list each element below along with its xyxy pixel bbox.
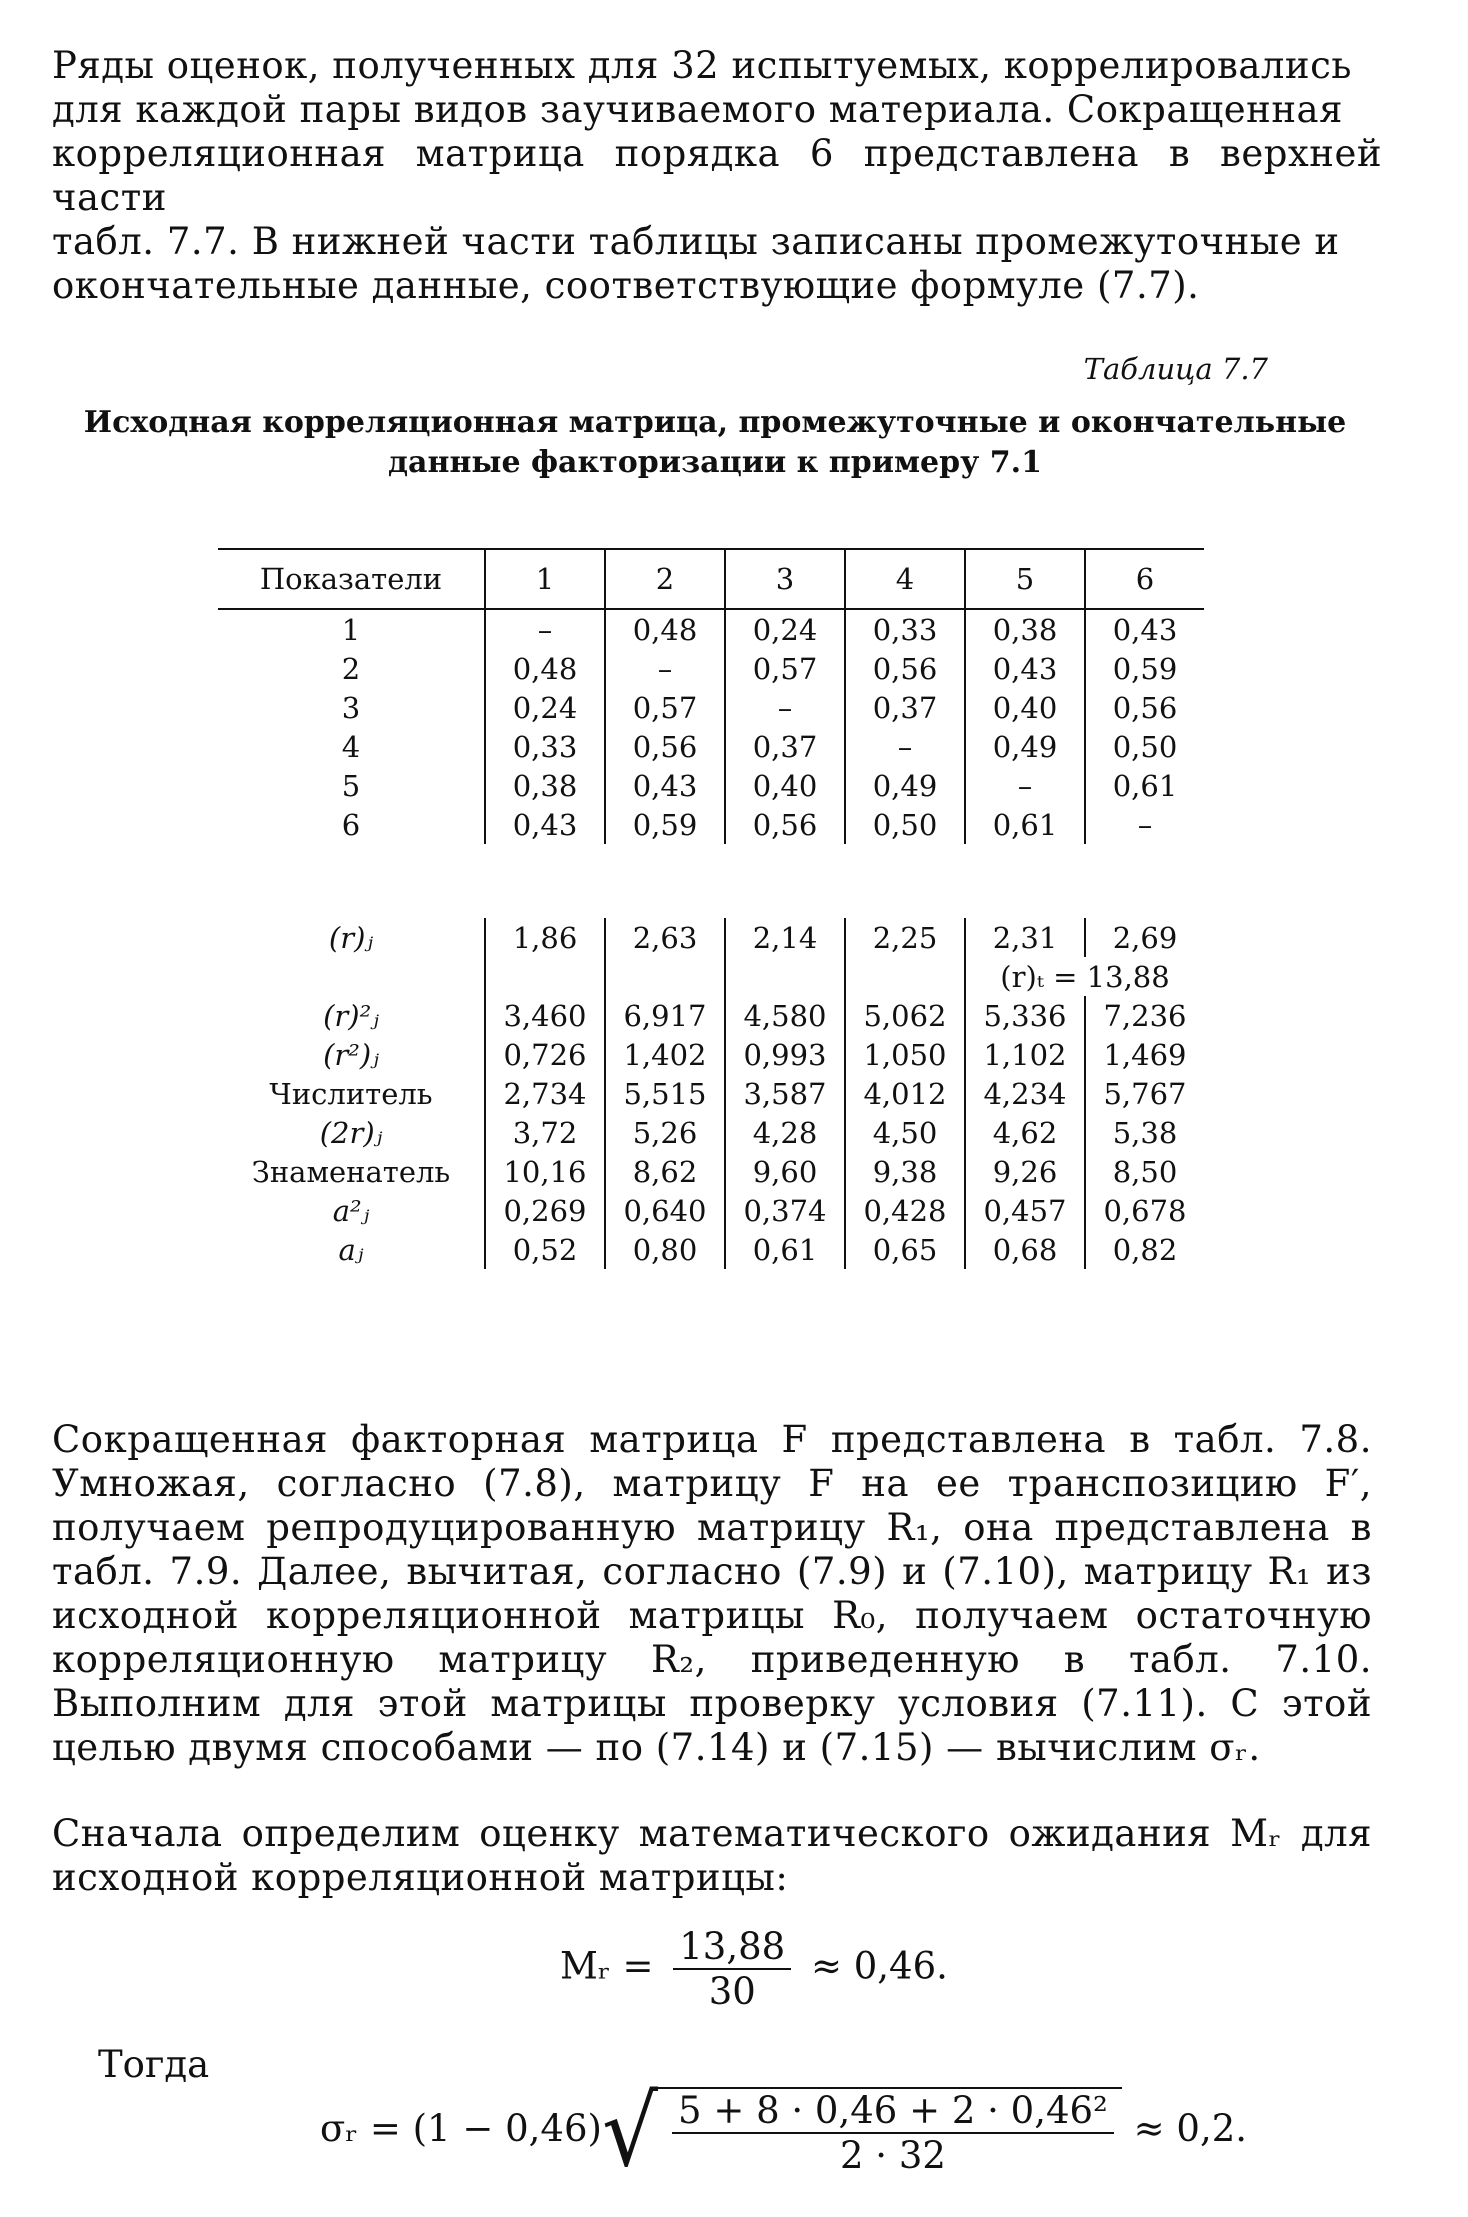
table-row	[218, 688, 1204, 727]
table-cell: 0,82	[1085, 1230, 1204, 1269]
table-cell: 2,25	[845, 918, 965, 957]
table-cell: 3,587	[725, 1074, 845, 1113]
sqrt-body	[658, 2087, 1122, 2177]
table-cell: 4,50	[845, 1113, 965, 1152]
table-cell: 0,43	[1085, 609, 1204, 649]
table-cell: 0,52	[485, 1230, 605, 1269]
table-cell: 0,37	[845, 688, 965, 727]
table-cell: –	[725, 688, 845, 727]
row-label: 3	[341, 690, 361, 725]
table-cell: 0,59	[1085, 649, 1204, 688]
table-cell: 2,63	[605, 918, 725, 957]
table-cell: 0,33	[845, 609, 965, 649]
column-header: 3	[725, 549, 845, 609]
table-cell: 4,234	[965, 1074, 1085, 1113]
table-row	[218, 609, 1204, 649]
table-cell: 2,14	[725, 918, 845, 957]
table-cell: 1,402	[605, 1035, 725, 1074]
numerator: 5 + 8 · 0,46 + 2 · 0,46²	[672, 2089, 1114, 2134]
table-cell: 0,56	[845, 649, 965, 688]
row-label: (r²)ⱼ	[323, 1037, 379, 1072]
table-title-line: данные факторизации к примеру 7.1	[388, 445, 1042, 480]
table-cell: 0,457	[965, 1191, 1085, 1230]
table-cell: 0,993	[725, 1035, 845, 1074]
table-cell: 2,69	[1085, 918, 1204, 957]
table-cell: 0,24	[725, 609, 845, 649]
table-header-row	[218, 549, 1204, 609]
column-header: 2	[605, 549, 725, 609]
table-cell: 0,38	[965, 609, 1085, 649]
table-cell: 0,61	[1085, 766, 1204, 805]
column-header: 5	[965, 549, 1085, 609]
row-label: aⱼ	[338, 1232, 364, 1267]
formula-mr	[560, 1925, 948, 2013]
factorization-table	[218, 918, 1204, 1269]
text-line: для каждой пары видов заучиваемого материала. Сокращенная	[52, 88, 1343, 131]
table-cell: 0,57	[725, 649, 845, 688]
table-cell: 0,56	[1085, 688, 1204, 727]
fraction	[672, 2089, 1114, 2177]
table-cell: –	[845, 727, 965, 766]
numerator: 13,88	[673, 1925, 791, 1970]
table-cell: 0,678	[1085, 1191, 1204, 1230]
row-label: (2r)ⱼ	[319, 1115, 383, 1150]
table-row	[218, 1074, 1204, 1113]
table-row	[218, 996, 1204, 1035]
denominator: 30	[708, 1970, 756, 2013]
table-cell: 9,26	[965, 1152, 1085, 1191]
formula-lhs: σᵣ = (1 − 0,46)	[320, 2107, 602, 2150]
table-cell: 0,57	[605, 688, 725, 727]
column-header: 4	[845, 549, 965, 609]
fraction	[673, 1925, 791, 2013]
table-cell: 0,374	[725, 1191, 845, 1230]
table-cell: 1,86	[485, 918, 605, 957]
table-cell: 3,72	[485, 1113, 605, 1152]
row-label: 2	[341, 651, 361, 686]
table-row	[218, 766, 1204, 805]
stats-body	[218, 996, 1204, 1269]
table-cell: –	[965, 766, 1085, 805]
table-cell: 6,917	[605, 996, 725, 1035]
table-cell: 7,236	[1085, 996, 1204, 1035]
table-title-line: Исходная корреляционная матрица, промежуточные и окончательные	[83, 405, 1347, 440]
table-cell: 0,56	[725, 805, 845, 844]
formula-rhs: ≈ 0,2.	[1133, 2107, 1248, 2150]
table-cell: 0,640	[605, 1191, 725, 1230]
total-r: (r)ₜ = 13,88	[965, 957, 1204, 996]
table-row	[218, 1152, 1204, 1191]
table-row	[218, 1191, 1204, 1230]
table-cell: 0,61	[725, 1230, 845, 1269]
intro-paragraph	[52, 44, 1382, 308]
table-cell: 0,49	[845, 766, 965, 805]
table-cell: 0,38	[485, 766, 605, 805]
table-cell: 2,734	[485, 1074, 605, 1113]
formula-sigma	[320, 2074, 1248, 2189]
column-header: Показатели	[218, 549, 485, 609]
row-label: 5	[341, 768, 361, 803]
correlation-matrix-table	[218, 548, 1204, 844]
row-label: 1	[341, 612, 361, 647]
table-cell: 5,336	[965, 996, 1085, 1035]
table-cell: 0,68	[965, 1230, 1085, 1269]
table-cell: 4,28	[725, 1113, 845, 1152]
table-cell: 0,50	[1085, 727, 1204, 766]
table-cell: 0,49	[965, 727, 1085, 766]
table-cell: 5,767	[1085, 1074, 1204, 1113]
table-cell: 5,26	[605, 1113, 725, 1152]
text-line: корреляционная матрица порядка 6 представлена в верхней части	[52, 132, 1382, 219]
table-cell: 0,65	[845, 1230, 965, 1269]
table-cell: 0,43	[965, 649, 1085, 688]
table-cell: 0,24	[485, 688, 605, 727]
row-label: 4	[341, 729, 361, 764]
table-cell: 1,050	[845, 1035, 965, 1074]
formula-lhs: Mᵣ =	[560, 1944, 654, 1988]
table-cell: 3,460	[485, 996, 605, 1035]
table-cell: 10,16	[485, 1152, 605, 1191]
row-label: a²ⱼ	[332, 1193, 370, 1228]
table-cell: 2,31	[965, 918, 1085, 957]
table-cell: 0,43	[605, 766, 725, 805]
table-row	[218, 727, 1204, 766]
table-cell: 0,56	[605, 727, 725, 766]
table-cell: 4,580	[725, 996, 845, 1035]
row-label: Знаменатель	[251, 1154, 451, 1189]
table-cell: 0,43	[485, 805, 605, 844]
table-row	[218, 649, 1204, 688]
table-cell: 5,38	[1085, 1113, 1204, 1152]
table-cell: 0,48	[605, 609, 725, 649]
row-label: Числитель	[269, 1076, 433, 1111]
table-caption: Таблица 7.7	[1083, 352, 1268, 386]
table-cell: 0,37	[725, 727, 845, 766]
table-cell: –	[605, 649, 725, 688]
table-cell: 9,60	[725, 1152, 845, 1191]
table-cell: 0,428	[845, 1191, 965, 1230]
table-row	[218, 957, 1204, 996]
table-cell: 1,102	[965, 1035, 1085, 1074]
table-row	[218, 1230, 1204, 1269]
table-cell: 0,40	[725, 766, 845, 805]
table-row	[218, 918, 1204, 957]
table-cell: 0,269	[485, 1191, 605, 1230]
table-cell: 0,33	[485, 727, 605, 766]
table-cell: 0,50	[845, 805, 965, 844]
row-label: (r)ⱼ	[328, 920, 374, 955]
column-header: 1	[485, 549, 605, 609]
table-cell: 5,515	[605, 1074, 725, 1113]
matrix-body	[218, 609, 1204, 844]
table-cell: 0,48	[485, 649, 605, 688]
then-word: Тогда	[98, 2043, 210, 2086]
column-header: 6	[1085, 549, 1204, 609]
body-paragraph: Сокращенная факторная матрица F представлена в табл. 7.8. Умножая, согласно (7.8), матрицу F на ее транспозицию F′, получаем репродуцированную матрицу R₁, она представлена в табл. 7.9. Далее, вычитая, согласно (7.9) и (7.10), матрицу R₁ из исходной корреляционной матрицы R₀, получаем остаточную корреляционную матрицу R₂, приведенную в табл. 7.10. Выполним для этой матрицы проверку условия (7.11). С этой целью двумя способами — по (7.14) и (7.15) — вычислим σᵣ.	[52, 1418, 1372, 1769]
table-cell: 5,062	[845, 996, 965, 1035]
table-cell: 0,59	[605, 805, 725, 844]
row-label: 6	[341, 807, 361, 842]
text-line: Ряды оценок, полученных для 32 испытуемых, коррелировались	[52, 44, 1352, 87]
text-line: табл. 7.7. В нижней части таблицы записаны промежуточные и	[52, 220, 1340, 263]
table-cell: 8,50	[1085, 1152, 1204, 1191]
table-cell: –	[485, 609, 605, 649]
table-cell: 0,61	[965, 805, 1085, 844]
table-cell: 8,62	[605, 1152, 725, 1191]
table-cell: 9,38	[845, 1152, 965, 1191]
table-row	[218, 1035, 1204, 1074]
table-cell: –	[1085, 805, 1204, 844]
table-row	[218, 805, 1204, 844]
table-cell: 0,726	[485, 1035, 605, 1074]
denominator: 2 · 32	[840, 2133, 946, 2177]
formula-rhs: ≈ 0,46.	[810, 1944, 948, 1988]
table-row	[218, 1113, 1204, 1152]
row-label: (r)²ⱼ	[323, 998, 379, 1033]
table-cell: 0,80	[605, 1230, 725, 1269]
body-paragraph: Сначала определим оценку математического ожидания Mᵣ для исходной корреляционной матрицы:	[52, 1812, 1372, 1899]
table-cell: 0,40	[965, 688, 1085, 727]
table-title	[50, 403, 1380, 483]
table-cell: 4,62	[965, 1113, 1085, 1152]
table-cell: 1,469	[1085, 1035, 1204, 1074]
table-cell: 4,012	[845, 1074, 965, 1113]
text-line: окончательные данные, соответствующие формуле (7.7).	[52, 264, 1200, 307]
sqrt-sign-icon: √	[601, 2074, 659, 2189]
